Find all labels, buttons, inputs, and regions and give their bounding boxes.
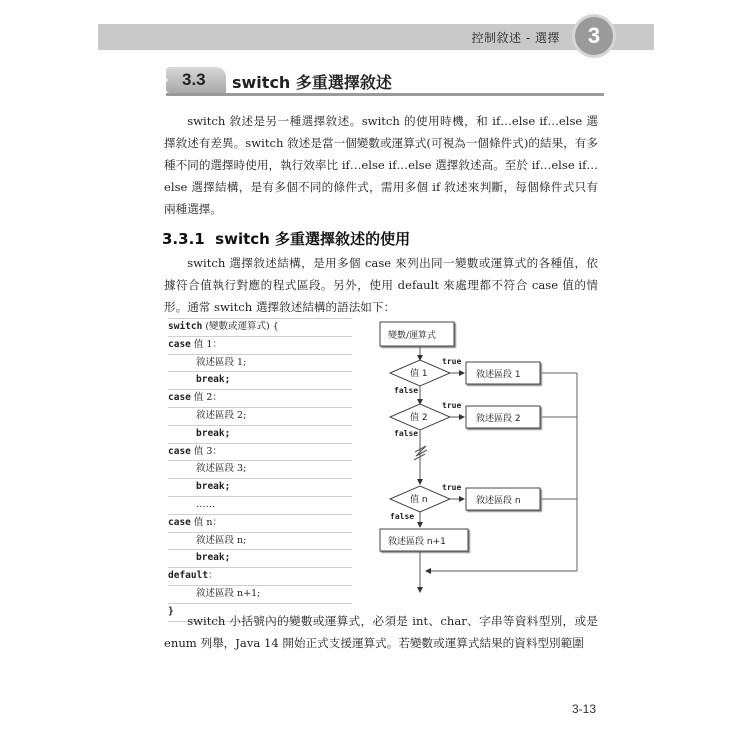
decision-2-label: 值 2 <box>410 413 428 423</box>
code-line <box>168 586 352 604</box>
code-text: 值 n： <box>190 516 223 528</box>
subsection-number: 3.3.1 <box>162 230 205 248</box>
switch-syntax-code-block <box>168 318 352 622</box>
block-n-label: 敘述區段 n <box>476 496 521 506</box>
section-rule <box>166 93 604 96</box>
default-block-label: 敘述區段 n+1 <box>388 537 446 547</box>
section-number: 3.3 <box>182 70 206 89</box>
code-keyword: break; <box>196 374 231 386</box>
page-number: 3-13 <box>572 702 597 716</box>
chapter-badge <box>572 14 616 58</box>
section-title: switch 多重選擇敘述 <box>232 73 392 92</box>
section-header <box>162 64 604 96</box>
block-1-label: 敘述區段 1 <box>476 370 521 380</box>
code-text: 敘述區段 n+1; <box>196 587 261 599</box>
code-line <box>168 461 352 479</box>
code-text: 值 3： <box>190 445 222 457</box>
code-text: 敘述區段 2; <box>196 409 247 421</box>
false-label-1: false <box>394 386 419 395</box>
code-text: …… <box>196 498 215 510</box>
intro-paragraph: switch 敘述是另一種選擇敘述。switch 的使用時機，和 if…else if…else 選擇敘述有差異。switch 敘述是當一個變數或運算式(可視為一個條件式)的結果，有多種不同的選擇時使用，執行效率比 if…else if…else 選擇敘述高。至於 if…else if…else 選擇結構，是有多個不同的條件式，需用多個 if 敘述來判斷，每個條件式只有兩種選擇。 <box>164 114 598 216</box>
decision-1-label: 值 1 <box>410 369 428 379</box>
true-label-2: true <box>442 401 462 410</box>
code-keyword: switch <box>168 321 203 332</box>
subsection-title: switch 多重選擇敘述的使用 <box>215 230 411 248</box>
code-text: 敘述區段 3; <box>196 463 247 475</box>
code-line <box>168 533 352 551</box>
code-line <box>168 318 352 337</box>
code-keyword: case <box>168 338 191 350</box>
code-line <box>168 515 352 533</box>
code-line <box>168 550 352 568</box>
false-label-n: false <box>390 512 415 521</box>
closing-paragraph: switch 小括號內的變數或運算式，必須是 int、char、字串等資料型別，或是 enum 列舉，Java 14 開始正式支援運算式。若變數或運算式結果的資料型別範圍 <box>164 614 598 650</box>
code-line <box>168 568 352 586</box>
section-arrow-icon <box>162 74 168 86</box>
code-keyword: case <box>168 516 191 528</box>
code-text: (變數或運算式) { <box>202 321 279 332</box>
code-line <box>168 479 352 497</box>
false-label-2: false <box>394 429 419 438</box>
code-text: 值 2： <box>190 392 222 404</box>
block-2-label: 敘述區段 2 <box>476 414 521 424</box>
code-line <box>168 497 352 515</box>
code-line <box>168 355 352 373</box>
syntax-intro-paragraph: switch 選擇敘述結構，是用多個 case 來列出同一變數或運算式的各種值，依據符合值執行對應的程式區段。另外，使用 default 來處理都不符合 case 值的情形。通常 switch 選擇敘述結構的語法如下： <box>164 256 598 314</box>
code-keyword: break; <box>196 481 231 493</box>
code-text: 敘述區段 1; <box>196 356 247 368</box>
code-keyword: case <box>168 392 191 404</box>
code-line <box>168 426 352 444</box>
code-line <box>168 408 352 426</box>
code-text: ： <box>208 570 218 582</box>
running-header <box>98 24 654 50</box>
code-line <box>168 390 352 408</box>
code-text: 值 1： <box>190 338 222 350</box>
code-line <box>168 372 352 390</box>
code-keyword: case <box>168 445 191 457</box>
code-keyword: default <box>168 570 209 582</box>
code-text: 敘述區段 n; <box>196 534 247 546</box>
decision-n-label: 值 n <box>410 495 428 505</box>
true-label-1: true <box>442 357 462 366</box>
code-line <box>168 444 352 462</box>
subsection-heading <box>162 228 410 249</box>
true-label-n: true <box>442 483 462 492</box>
code-keyword: break; <box>196 427 231 439</box>
code-keyword: break; <box>196 552 231 564</box>
code-line <box>168 337 352 355</box>
code-keyword: } <box>168 605 174 617</box>
chapter-title: 控制敘述 - 選擇 <box>471 31 560 45</box>
start-label: 變數/運算式 <box>388 331 437 341</box>
chapter-number: 3 <box>587 23 601 48</box>
switch-flowchart <box>370 318 600 608</box>
